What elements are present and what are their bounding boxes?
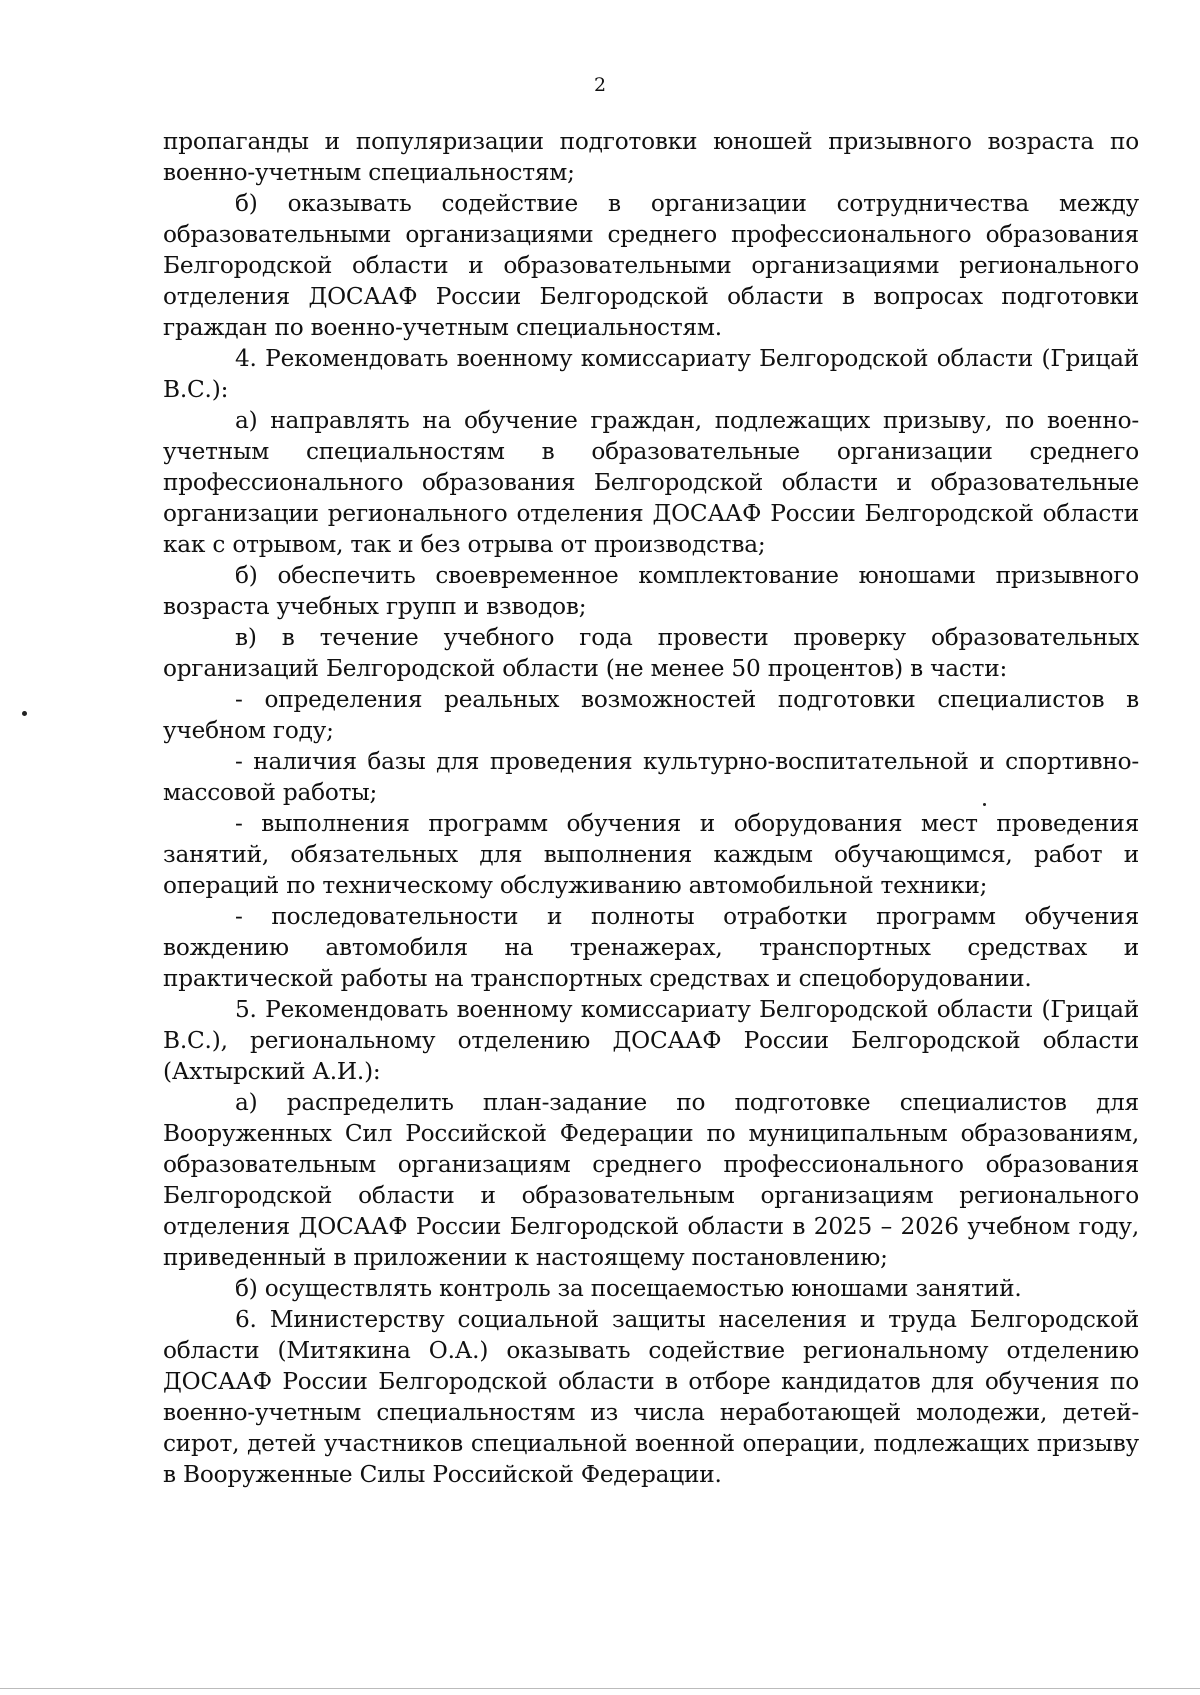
paragraph: б) осуществлять контроль за посещаемостью юношами занятий. <box>235 1275 1022 1302</box>
scan-speck <box>22 711 27 716</box>
list-item: - наличия базы для проведения культурно-воспитательной и спортивно-массовой работы; <box>163 748 1139 806</box>
paragraph: в) в течение учебного года провести проверку образовательных организаций Белгородской области (не менее 50 процентов) в части: <box>163 624 1139 682</box>
paragraph: б) оказывать содействие в организации сотрудничества между образовательными организациями среднего профессионального образования Белгородской области и образовательными организациями регионального отделения ДОСААФ России Белгородской области в вопросах подготовки граждан по военно-учетным специальностям. <box>163 190 1139 341</box>
scan-edge-line <box>0 1688 1200 1689</box>
scan-speck <box>983 803 986 806</box>
paragraph: а) распределить план-задание по подготовке специалистов для Вооруженных Сил Российской Федерации по муниципальным образованиям, образовательным организациям среднего профессионального образования Белгородской области и образовательным организациям регионального отделения ДОСААФ России Белгородской области в 2025 – 2026 учебном году, приведенный в приложении к настоящему постановлению; <box>163 1089 1139 1271</box>
list-item: - последовательности и полноты отработки программ обучения вождению автомобиля на тренажерах, транспортных средствах и практической работы на транспортных средствах и спецоборудовании. <box>163 903 1139 992</box>
paragraph: пропаганды и популяризации подготовки юношей призывного возраста по военно-учетным специальностям; <box>163 128 1139 186</box>
list-item: - выполнения программ обучения и оборудования мест проведения занятий, обязательных для выполнения каждым обучающимся, работ и операций по техническому обслуживанию автомобильной техники; <box>163 810 1139 899</box>
list-item: - определения реальных возможностей подготовки специалистов в учебном году; <box>163 686 1139 744</box>
paragraph: 6. Министерству социальной защиты населения и труда Белгородской области (Митякина О.А.) оказывать содействие региональному отделению ДОСААФ России Белгородской области в отборе кандидатов для обучения по военно-учетным специальностям из числа неработающей молодежи, детей-сирот, детей участников специальной военной операции, подлежащих призыву в Вооруженные Силы Российской Федерации. <box>163 1306 1139 1488</box>
document-body <box>163 126 1139 1490</box>
paragraph: б) обеспечить своевременное комплектование юношами призывного возраста учебных групп и взводов; <box>163 562 1139 620</box>
paragraph: 4. Рекомендовать военному комиссариату Белгородской области (Грицай В.С.): <box>163 345 1139 403</box>
paragraph: а) направлять на обучение граждан, подлежащих призыву, по военно-учетным специальностям в образовательные организации среднего профессионального образования Белгородской области и образовательные организации регионального отделения ДОСААФ России Белгородской области как с отрывом, так и без отрыва от производства; <box>163 407 1139 558</box>
paragraph: 5. Рекомендовать военному комиссариату Белгородской области (Грицай В.С.), региональному отделению ДОСААФ России Белгородской области (Ахтырский А.И.): <box>163 996 1139 1085</box>
page-number: 2 <box>593 74 607 96</box>
